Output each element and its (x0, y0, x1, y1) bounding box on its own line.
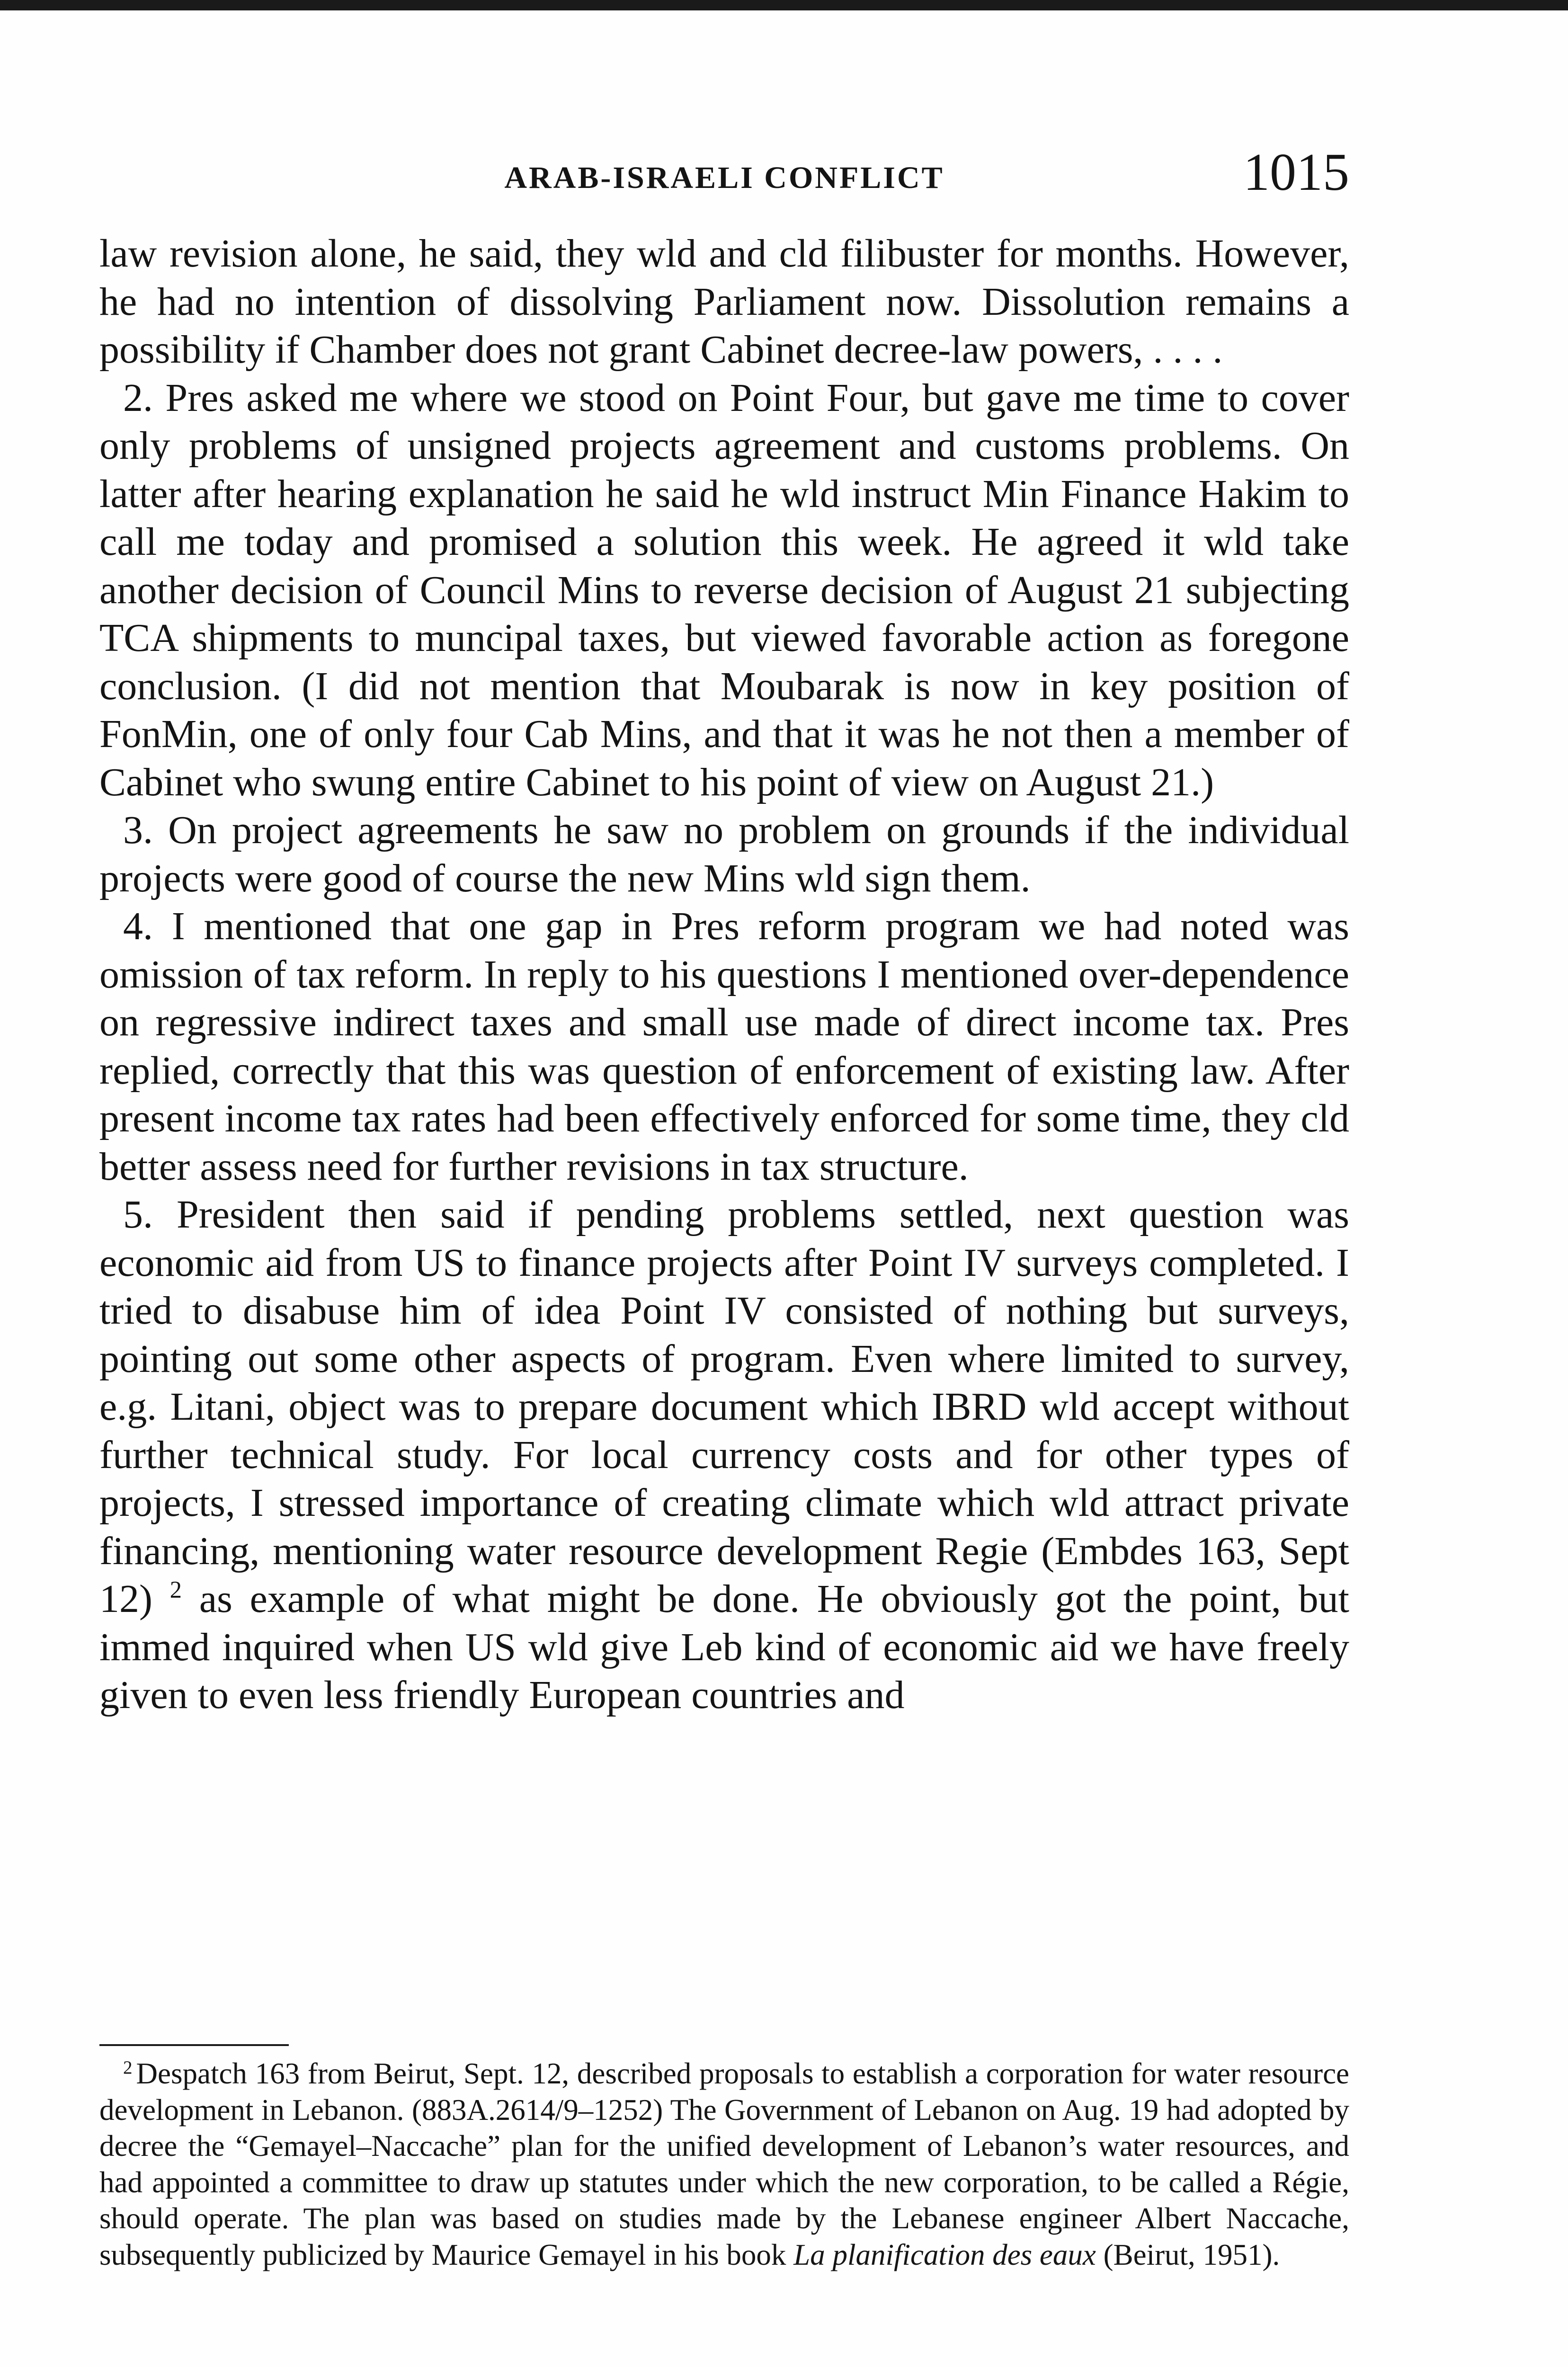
footnote-text: Despatch 163 from Beirut, Sept. 12, described proposals to establish a corporation for water resource development in Lebanon. (883A.2614/9–1252) The Government of Lebanon on Aug. 19 had adopted by decree the “Gemayel–Naccache” plan for the unified development of Lebanon’s water resources, and had appointed a committee to draw up statutes under which the new corporation, to be called a Régie, should operate. The plan was based on studies made by the Lebanese engineer Albert Naccache, subsequently publicized by Maurice Gemayel in his book (99, 2057, 1349, 2271)
footnote-rule (99, 2044, 289, 2046)
paragraph-5 (99, 1191, 1349, 1719)
paragraph-4: 4. I mentioned that one gap in Pres reform program we had noted was omission of tax reform. In reply to his questions I mentioned over-dependence on regressive indirect taxes and small use made of direct income tax. Pres replied, correctly that this was question of enforcement of existing law. After present income tax rates had been effectively enforced for some time, they cld better assess need for further revisions in tax structure. (99, 904, 1349, 1189)
top-edge-rule (0, 0, 1568, 10)
paragraph-continuation: law revision alone, he said, they wld and cld filibuster for months. However, he had no intention of dissolving Parliament now. Dissolution remains a possibility if Chamber does not grant Cabinet decree-law powers, . . . . (99, 231, 1349, 372)
page-number: 1015 (1243, 143, 1349, 202)
paragraph-2: 2. Pres asked me where we stood on Point Four, but gave me time to cover only problems of unsigned projects agreement and customs problems. On latter after hearing explanation he said he wld instruct Min Finance Hakim to call me today and promised a solution this week. He agreed it wld take another decision of Council Mins to reverse decision of August 21 subjecting TCA shipments to muncipal taxes, but viewed favorable action as foregone conclusion. (I did not mention that Moubarak is now in key position of FonMin, one of only four Cab Mins, and that it was he not then a member of Cabinet who swung entire Cabinet to his point of view on August 21.) (99, 375, 1349, 804)
page-header (99, 142, 1349, 213)
main-text (99, 230, 1349, 1719)
paragraph-3: 3. On project agreements he saw no problem on grounds if the individual projects were good of course the new Mins wld sign them. (99, 808, 1349, 900)
footnote-book-title: La planification des eaux (793, 2238, 1096, 2271)
footnote-paragraph (99, 2056, 1349, 2273)
running-head: ARAB-ISRAELI CONFLICT (504, 160, 944, 195)
footnote (99, 2056, 1349, 2273)
paragraph-5-text: 5. President then said if pending problems settled, next question was economic aid from US to finance projects after Point IV surveys completed. I tried to disabuse him of idea Point IV consisted of nothing but surveys, pointing out some other aspects of program. Even where limited to survey, e.g. Litani, object was to prepare document which IBRD wld accept without further technical study. For local currency costs and for other types of projects, I stressed importance of creating climate which wld attract private financing, mentioning water resource development Regie (Embdes 163, Sept 12) (99, 1192, 1349, 1621)
footnote-reference: 2 (169, 1576, 182, 1603)
footnote-marker: 2 (123, 2057, 133, 2078)
paragraph-5-continuation: as example of what might be done. He obviously got the point, but immed inquired when US wld give Leb kind of economic aid we have freely given to even less friendly European countries and (99, 1577, 1350, 1717)
footnote-tail: (Beirut, 1951). (1103, 2238, 1280, 2271)
